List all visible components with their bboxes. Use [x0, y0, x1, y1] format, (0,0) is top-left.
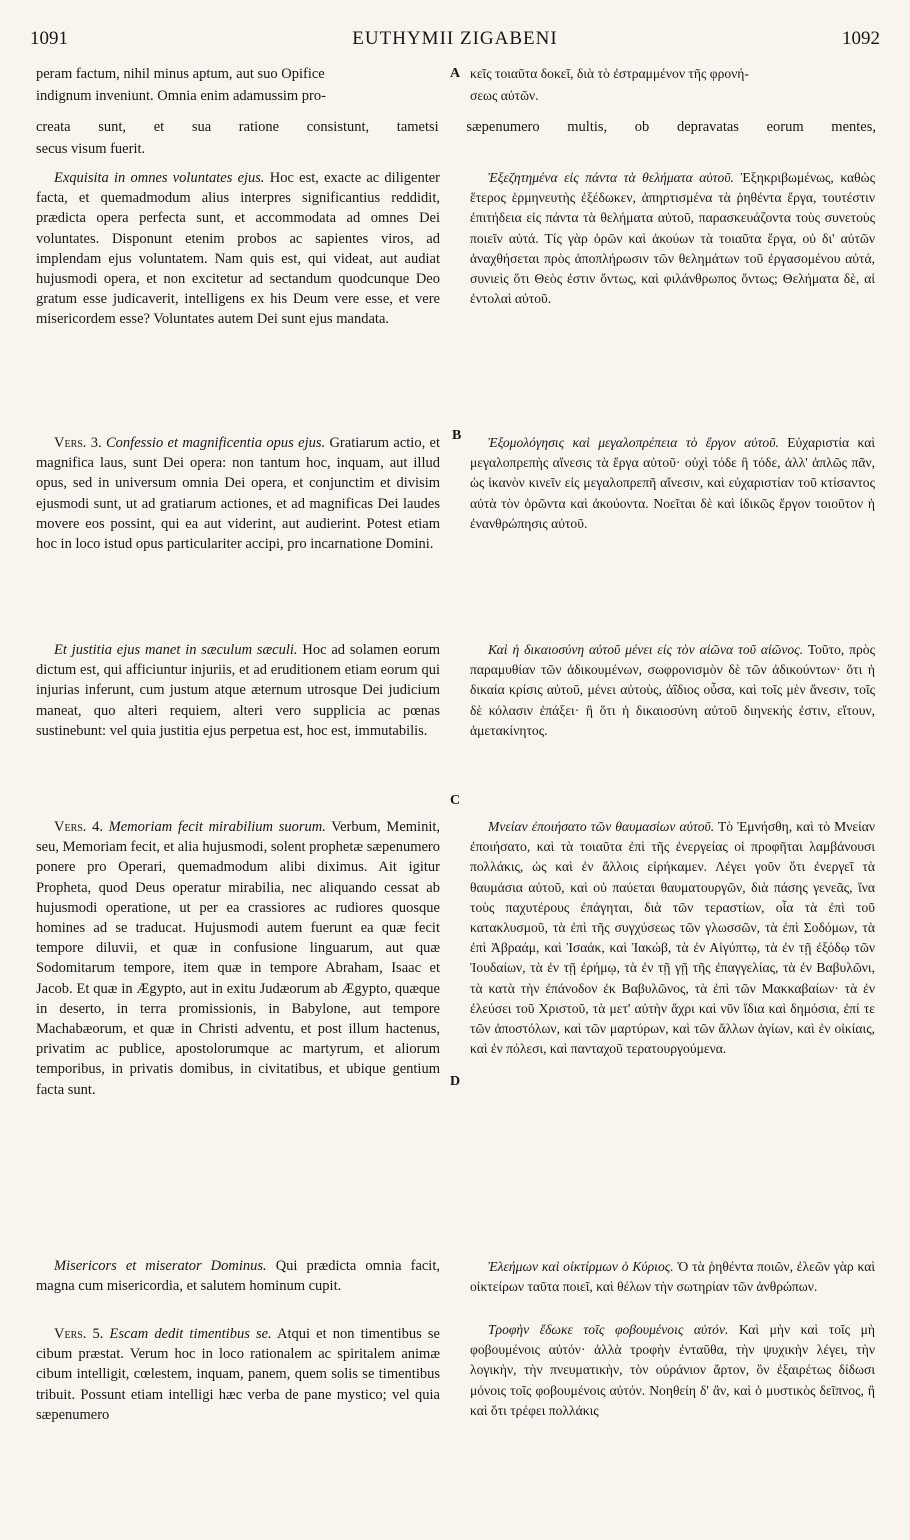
greek-commentary: Τοῦτο, πρὸς παραμυθίαν τῶν ἀδικουμένων, σωφρονισμὸν δὲ τῶν ἀδικούντων· ὅτι ἡ δικαία κρίσις αὐτοῦ, μένει αὐτοὺς, ἀΐδιος οὖσα, καὶ τοῖς μὲν ἄνεσιν, τοῖς δὲ κόλασιν ἐπάξει· ἢ ὅτι ἡ δικαιοσύνη αὐτοῦ διηνεκής ἐστιν, εἴτουν, ἀμετακίνητος.: [470, 642, 875, 738]
greek-commentary: Ὁ τὰ ῥηθέντα ποιῶν, ἐλεῶν γὰρ καὶ οἰκτείρων ταῦτα ποιεῖ, καὶ θέλων τὴν σωτηρίαν τῶν ἀνθρώπων.: [470, 1259, 875, 1295]
greek-commentary: Ἐξηκριβωμένως, καθὼς ἕτερος ἑρμηνευτὴς ἐξέδωκεν, ἀπηρτισμένα τὰ ῥηθέντα ἔργα, τουτέστιν ἐπιτήδεια εἰς πάντα τὰ θελήματα αὐτοῦ, παρασκευάζοντα τοὺς συνετοὺς ποιεῖν αὐτά. Τίς γὰρ ὁρῶν καὶ ἀκούων τὰ τοιαῦτα ἔργα, οὐ δι' αὐτῶν ἀναχθήσεται πρὸς ἀποπλήρωσιν τῶν θελημάτων τοῦ ἐργασομένου αὐτά, συνιεὶς ὅτι Θεὸς ἐστιν ὄντως, καὶ φιλάνθρωπος ὄντως; Θελήματα δὲ, αἱ ἐντολαὶ αὐτοῦ.: [470, 170, 876, 307]
latin-paragraph: [36, 817, 440, 1100]
top-left-line-1: peram factum, nihil minus aptum, aut suo Opifice: [36, 66, 325, 82]
greek-column: [470, 1320, 875, 1421]
greek-paragraph: [470, 1320, 875, 1421]
latin-column: [36, 640, 440, 741]
spanning-line-2: secus visum fuerit.: [36, 141, 146, 157]
verse-label: Vers. 4.: [54, 819, 103, 835]
greek-lemma: Μνείαν ἐποιήσατο τῶν θαυμασίων αὐτοῦ.: [488, 819, 715, 834]
greek-paragraph: [470, 433, 875, 534]
greek-column: [470, 1257, 875, 1297]
latin-commentary: Gratiarum actio, et magnifica laus, sunt Dei opera: non tantum hoc, inquam, aut illud opus, sed in universum omnia Dei opera, et conjunctim et divisim ejusmodi sunt, ut ad gratiarum actiones, et ad magnificas Dei laudes movere eos possint, qui ea aut viderint, aut audierint. Potest etiam hoc in loco istud opus particulariter accipi, pro incarnatione Domini.: [36, 435, 440, 553]
greek-column: [470, 168, 875, 309]
latin-column: [36, 817, 440, 1100]
greek-column: [470, 817, 875, 1059]
latin-commentary: Hoc est, exacte ac diligenter facta, et quemadmodum alius interpres significantius reddidit, prædicta opera perfecta sunt, et accommodata ad omnes Dei voluntates. Disponunt etenim probos ac sapientes viros, ad implendam ejus voluntatem. Nam quis est, qui videat, aut audiat hujusmodi opera, et non excitetur ad sectandum quodcunque Deo gratum esse judicaverit, intelligens ex his Deum vere esse, et vere misericordem esse? Voluntates autem Dei sunt ejus mandata.: [36, 170, 440, 328]
running-title: EUTHYMII ZIGABENI: [352, 28, 558, 49]
greek-paragraph: [470, 1257, 875, 1297]
page-header: [30, 28, 880, 54]
greek-lemma: Ἐλεήμων καὶ οἰκτίρμων ὁ Κύριος.: [488, 1259, 674, 1274]
greek-column: [470, 640, 875, 741]
latin-paragraph: [36, 168, 440, 330]
latin-commentary: Qui prædicta omnia facit, magna cum misericordia, et salutem hominum cupit.: [36, 1258, 440, 1295]
latin-lemma: Memoriam fecit mirabilium suorum.: [102, 819, 326, 835]
latin-paragraph: [36, 1256, 440, 1296]
greek-column: [470, 433, 875, 534]
latin-commentary: Hoc ad solamen eorum dictum est, qui afficiuntur injuriis, et ad eruditionem etiam eorum qui injurias inferunt, cum justum atque æternum utrosque Dei judicium maneat, quo alteri requiem, alteri vero supplicia ac pœnas sustinebunt: vel quia justitia ejus perpetua est, hoc est, immutabilis.: [36, 642, 440, 739]
latin-column: [36, 1256, 440, 1296]
verse-label: Vers. 3.: [54, 435, 102, 451]
latin-commentary: Verbum, Meminit, seu, Memoriam fecit, et alia hujusmodi, solent prophetæ sæpenumero ponere pro Operari, quemadmodum alibi diximus. Ait igitur Propheta, quod Deus operatur mirabilia, nec aliquando cessat ab hujusmodi operatione, ut per ea crassiores ac rudiores quosque homines ad se traducat. Hujusmodi autem fuerunt ea quæ fecit tempore diluvii, et quæ in confusione linguarum, aut quæ Sodomitarum tempore, item quæ in tempore Abraham, Isaac et Jacob. Et quæ in Ægypto, aut in exitu Judæorum ab Ægypto, quæque in deserto, in terra promissionis, in Babylone, aut tempore Machabæorum, et quæ in Christi adventu, et post illum hactenus, privatim ac publice, apostolorumque ac martyrum, et aliorum temporibus, in privatis domibus, in civitatibus, et ubique gentium facta sunt.: [36, 819, 441, 1098]
greek-lemma: Τροφὴν ἔδωκε τοῖς φοβουμένοις αὐτόν.: [488, 1322, 729, 1337]
latin-lemma: Escam dedit timentibus se.: [103, 1326, 272, 1342]
margin-marker-a: A: [450, 66, 461, 81]
greek-paragraph: [470, 168, 875, 309]
latin-lemma: Et justitia ejus manet in sæculum sæculi.: [54, 642, 298, 658]
verse-label: Vers. 5.: [54, 1326, 104, 1342]
greek-paragraph: [470, 817, 875, 1059]
latin-column: [36, 433, 440, 554]
latin-column: [36, 168, 440, 330]
latin-lemma: Exquisita in omnes voluntates ejus.: [54, 170, 265, 186]
top-right-line-1: κεῖς τοιαῦτα δοκεῖ, διὰ τὸ ἐστραμμένον τῆς φρονή-: [470, 66, 749, 81]
greek-lemma: Ἐξεζητημένα εἰς πάντα τὰ θελήματα αὐτοῦ.: [488, 170, 734, 185]
top-right-line-2: σεως αὐτῶν.: [470, 88, 539, 103]
margin-marker-b: B: [452, 428, 462, 443]
latin-paragraph: [36, 640, 440, 741]
page-number-right: 1092: [842, 28, 880, 49]
greek-commentary: Τὸ Ἐμνήσθη, καὶ τὸ Μνείαν ἐποιήσατο, καὶ τὰ τοιαῦτα ἐπὶ τῆς ἐνεργείας οἱ προφῆται λαμβάνουσι πολλάκις, ὡς καὶ ἐν ἄλλοις εἰρήκαμεν. Λέγει γοῦν ὅτι ἐνεργεῖ τὰ θαυμάσια αὐτοῦ, καὶ οὐ παύεται θαυματουργῶν, διὰ πάσης γενεᾶς, ἵνα τοὺς παχυτέρους ἐπάγηται, διὰ τῶν τεραστίων, οἷα τὰ ἐπὶ τοῦ κατακλυσμοῦ, τὰ ἐπὶ τῆς συγχύσεως τῶν γλωσσῶν, τὰ ἐπὶ Σοδόμων, τὰ ἐπὶ Ἀβραάμ, καὶ Ἰσαάκ, καὶ Ἰακώβ, τὰ ἐν Αἰγύπτῳ, τὰ ἐν τῇ ἐξόδῳ τῶν Ἰουδαίων, τὰ ἐν τῇ ἐρήμῳ, τὰ ἐν τῇ γῇ τῆς ἐπαγγελίας, τὰ ἐν Βαβυλῶνι, τὰ κατὰ τὴν ἐπάνοδον ἐκ Βαβυλῶνος, τὰ ἐπὶ τῶν Μακκαβαίων· τὰ ἐν ἐλεύσει τοῦ Χριστοῦ, τὰ μετ' αὐτὴν ἄχρι καὶ νῦν ἴδια καὶ δημόσια, ἐπί τε τῶν ἀποστόλων, καὶ τῶν μαρτύρων, καὶ τῶν ἄλλων ἁγίων, καὶ ἐν οἰκίαις, καὶ ἐν πόλεσι, καὶ πανταχοῦ τερατουργούμενα.: [470, 819, 875, 1057]
greek-lemma: Ἐξομολόγησις καὶ μεγαλοπρέπεια τὸ ἔργον αὐτοῦ.: [488, 435, 779, 450]
greek-commentary: Εὐχαριστία καὶ μεγαλοπρεπὴς αἴνεσις τὰ ἔργα αὐτοῦ· οὐχὶ τόδε ἢ τόδε, ἀλλ' ἁπλῶς πᾶν, ὡς ἱκανὸν κινεῖν εἰς μεγαλοπρεπῆ αἴνεσιν, καὶ εὐχαριστίαν τοῦ κτίσαντος αὐτὰ τὸν ὁρῶντα καὶ ἀκούοντα. Νοεῖται δὲ καὶ ἰδικῶς ἔργον τοιοῦτον ἡ ἐνανθρώπησις αὐτοῦ.: [470, 435, 875, 531]
spanning-line-1: creata sunt, et sua ratione consistunt, tametsi sæpenumero multis, ob depravatas eorum mentes,: [36, 119, 876, 135]
greek-paragraph: [470, 640, 875, 741]
margin-marker-d: D: [450, 1074, 461, 1089]
greek-commentary: Καὶ μὴν καὶ τοῖς μὴ φοβουμένοις αὐτόν· ἀλλὰ τροφὴν ἐνταῦθα, τὴν ψυχικὴν λέγει, τὴν λογικὴν, τὴν πνευματικὴν, τὸν οὐράνιον ἄρτον, ὃν ἐξαιρέτως δίδωσι μόνοις τοῖς φοβουμένοις αὐτόν. Νοηθείη δ' ἂν, καὶ ὁ μυστικὸς δεῖπνος, ἢ καὶ ὅτι τρέφει πολλάκις: [470, 1322, 875, 1418]
latin-paragraph: [36, 1324, 440, 1425]
greek-lemma: Καὶ ἡ δικαιοσύνη αὐτοῦ μένει εἰς τὸν αἰῶνα τοῦ αἰῶνος.: [488, 642, 804, 657]
margin-marker-c: C: [450, 793, 461, 808]
top-left-line-2: indignum inveniunt. Omnia enim adamussim pro-: [36, 88, 326, 104]
latin-paragraph: [36, 433, 440, 554]
latin-lemma: Misericors et miserator Dominus.: [54, 1258, 267, 1274]
latin-commentary: Atqui et non timentibus se cibum præstat. Verum hoc in loco rationalem ac spiritalem animæ cibum intelligit, cœlestem, inquam, panem, quem solis se timentibus tribuit. Possunt etiam intelligi hæc verba de pane mystico; vel quia sæpenumero: [36, 1326, 440, 1423]
page-number-left: 1091: [30, 28, 68, 49]
latin-column: [36, 1324, 440, 1425]
latin-lemma: Confessio et magnificentia opus ejus.: [101, 435, 326, 451]
